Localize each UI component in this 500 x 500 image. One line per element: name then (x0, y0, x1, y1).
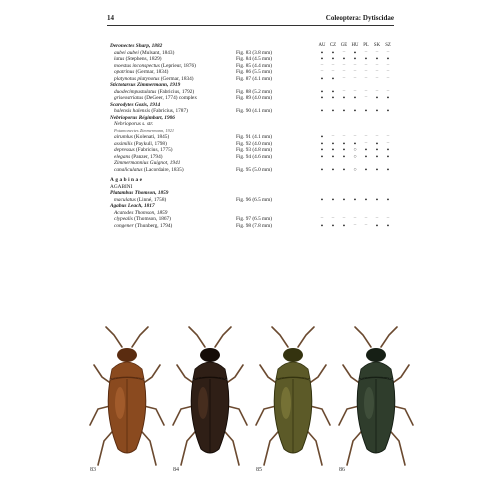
absent-dash: – (375, 62, 379, 68)
figure-reference: Fig. 88 (5.2 mm) (236, 88, 273, 95)
absent-dash: – (375, 88, 379, 94)
scientific-name: maculatus (114, 196, 136, 203)
beetle-illustration (86, 325, 168, 475)
absent-dash: – (375, 134, 379, 139)
absent-dash: – (331, 216, 335, 221)
present-dot: • (331, 165, 335, 174)
absent-dash: – (364, 62, 368, 68)
author-citation: (Lacordaire, 1835) (142, 166, 184, 173)
beetle-head (366, 348, 386, 362)
author-citation: Gozis, 1914 (133, 101, 161, 108)
scientific-name: aubei aubei (114, 49, 139, 56)
author-citation: (Kolenati, 1845) (132, 134, 170, 140)
figure-reference: Fig. 95 (5.0 mm) (236, 166, 273, 173)
beetle-illustration (169, 325, 251, 475)
author-citation: (Leprieur, 1876) (159, 62, 196, 69)
present-dot: • (331, 74, 335, 83)
elytra-highlight (364, 387, 374, 419)
present-dot: • (320, 55, 324, 63)
scientific-name: assimilis (114, 140, 133, 147)
present-dot: • (320, 146, 324, 154)
beetle-head (200, 348, 220, 362)
uncertain-circle: ○ (353, 166, 357, 173)
author-citation: (Fabricius, 1787) (150, 108, 188, 114)
present-dot: • (386, 165, 390, 174)
figure-number: 83 (90, 467, 96, 473)
present-dot: • (375, 146, 379, 154)
absent-dash: – (342, 75, 346, 81)
beetle-illustration (252, 325, 334, 475)
author-citation: Leach, 1817 (126, 203, 155, 209)
absent-dash: – (353, 88, 357, 94)
running-title: Coleoptera: Dytiscidae (325, 14, 394, 22)
scientific-name: Nebrioporus (110, 114, 138, 121)
figure-reference: Fig. 98 (7.8 mm) (236, 222, 273, 229)
absent-dash: – (364, 140, 368, 146)
absent-dash: – (342, 216, 346, 221)
author-citation: (Fabricius, 1775) (134, 147, 173, 153)
absent-dash: – (364, 95, 368, 100)
author-citation: Régimbart, 1906 (137, 114, 175, 121)
present-dot: • (353, 195, 357, 204)
beetle-pronotum (110, 362, 144, 379)
absent-dash: – (386, 62, 390, 68)
scientific-name: Agabinae (110, 177, 144, 183)
present-dot: • (375, 165, 379, 174)
present-dot: • (342, 152, 346, 161)
scientific-name: Nebrioporus (114, 121, 141, 127)
beetle-plate (86, 325, 416, 475)
figure-number: 84 (173, 467, 179, 473)
present-dot: • (342, 139, 346, 148)
figure-reference: Fig. 93 (4.8 mm) (236, 147, 273, 153)
figure-reference: Fig. 97 (6.5 mm) (236, 216, 273, 222)
header-rule (107, 25, 394, 26)
taxon-row (110, 223, 394, 230)
author-citation: Zimmermann, 1919 (135, 82, 181, 88)
absent-dash: – (386, 75, 390, 81)
scientific-name: depressus (114, 147, 135, 153)
author-citation: s. str. (140, 121, 154, 127)
author-citation: Guignot, 1941 (148, 160, 181, 166)
author-citation: (DeGeer, 1774) complex (143, 95, 198, 101)
scientific-name: Stictotarsus (110, 82, 136, 88)
present-dot: • (386, 195, 390, 204)
present-dot: • (375, 55, 379, 63)
scientific-name: griseostriatus (114, 95, 144, 101)
present-dot: • (320, 165, 324, 174)
elytra-highlight (198, 387, 208, 419)
beetle-figure (335, 325, 417, 475)
beetle-figure (252, 325, 334, 475)
elytra-highlight (115, 387, 125, 419)
scientific-name: congener (114, 222, 134, 229)
absent-dash: – (320, 216, 324, 221)
scientific-name: clypealis (114, 216, 133, 222)
beetle-head (117, 348, 137, 362)
present-dot: • (375, 152, 379, 161)
scientific-name: Zimmermannius (114, 160, 149, 166)
figure-reference: Fig. 96 (6.5 mm) (236, 196, 273, 203)
present-dot: • (320, 107, 324, 115)
uncertain-circle: ○ (353, 147, 357, 153)
author-citation: Thomson, 1859 (133, 209, 168, 216)
scientific-name: Deronectes (110, 43, 135, 49)
present-dot: • (320, 48, 324, 57)
present-dot: • (386, 146, 390, 154)
figure-reference: Fig. 92 (4.0 mm) (236, 140, 273, 147)
page-number: 14 (107, 14, 114, 22)
absent-dash: – (364, 88, 368, 94)
absent-dash: – (342, 49, 346, 55)
present-dot: • (353, 55, 357, 63)
beetle-figure (86, 325, 168, 475)
present-dot: • (375, 221, 379, 230)
uncertain-circle: ○ (353, 153, 357, 160)
absent-dash: – (331, 62, 335, 68)
author-citation: (Panzer, 1794) (130, 153, 163, 160)
absent-dash: – (364, 69, 368, 74)
author-citation: (Fabricius, 1792) (156, 88, 195, 95)
author-citation: (Linné, 1758) (135, 196, 167, 203)
author-citation: (Stephens, 1829) (124, 56, 162, 62)
column-header-sz: SZ (385, 43, 391, 48)
present-dot: • (342, 107, 346, 115)
leg (189, 327, 205, 347)
absent-dash: – (364, 222, 368, 228)
absent-dash: – (386, 88, 390, 94)
distribution-marks (317, 223, 395, 230)
beetle-head (283, 348, 303, 362)
leg (355, 327, 371, 347)
present-dot: • (320, 74, 324, 83)
present-dot: • (364, 107, 368, 115)
scientific-name: canaliculatus (114, 166, 143, 173)
scientific-name: duodecimpustulatus (114, 88, 157, 95)
column-header-pl: PL (363, 43, 369, 48)
present-dot: • (375, 94, 379, 102)
present-dot: • (375, 195, 379, 204)
absent-dash: – (342, 69, 346, 74)
absent-dash: – (353, 75, 357, 81)
absent-dash: – (386, 216, 390, 221)
scientific-name: platynotus platynotus (114, 75, 160, 82)
scientific-name: Acatodes (114, 209, 134, 216)
absent-dash: – (320, 69, 324, 74)
present-dot: • (364, 55, 368, 63)
figure-number: 86 (339, 467, 345, 473)
author-citation: Sharp, 1882 (134, 43, 163, 49)
present-dot: • (375, 107, 379, 115)
present-dot: • (342, 195, 346, 204)
author-citation: (Mulsant, 1843) (138, 49, 175, 56)
author-citation: (Paykull, 1798) (132, 140, 167, 147)
present-dot: • (331, 152, 335, 161)
beetle-figure (169, 325, 251, 475)
absent-dash: – (353, 134, 357, 139)
present-dot: • (320, 133, 324, 141)
present-dot: • (386, 221, 390, 230)
absent-dash: – (331, 69, 335, 74)
leg (132, 327, 148, 347)
absent-dash: – (353, 69, 357, 74)
column-header-hu: HU (351, 43, 359, 48)
absent-dash: – (375, 69, 379, 74)
absent-dash: – (375, 216, 379, 221)
column-header-cz: CZ (329, 43, 337, 48)
leg (381, 327, 397, 347)
beetle-pronotum (359, 362, 393, 379)
present-dot: • (320, 195, 324, 204)
present-dot: • (320, 87, 324, 96)
present-dot: • (386, 94, 390, 102)
scientific-name: airumlus (114, 134, 133, 140)
present-dot: • (342, 55, 346, 63)
present-dot: • (386, 152, 390, 161)
present-dot: • (331, 221, 335, 230)
present-dot: • (342, 221, 346, 230)
absent-dash: – (386, 134, 390, 139)
scientific-name: moestus inconspectus (114, 62, 160, 69)
present-dot: • (353, 48, 357, 57)
present-dot: • (320, 139, 324, 148)
present-dot: • (364, 165, 368, 174)
beetle-illustration (335, 325, 417, 475)
beetle-pronotum (276, 362, 310, 379)
author-citation: Zimmermann, 1921 (138, 127, 175, 133)
present-dot: • (331, 195, 335, 204)
present-dot: • (342, 146, 346, 154)
present-dot: • (320, 94, 324, 102)
present-dot: • (364, 152, 368, 161)
column-header-ge: GE (340, 43, 348, 48)
author-citation: (Germar, 1834) (159, 75, 194, 82)
absent-dash: – (364, 134, 368, 139)
figure-reference: Fig. 86 (5.5 mm) (236, 69, 273, 75)
scientific-name: Potamonectes (114, 127, 139, 133)
scientific-name: AGABINI (110, 183, 133, 190)
present-dot: • (320, 221, 324, 230)
present-dot: • (353, 139, 357, 148)
absent-dash: – (375, 49, 379, 55)
scientific-name: opatrinus (114, 69, 135, 75)
scientific-name: Agabus (110, 203, 127, 209)
scientific-name: elegans (114, 153, 131, 160)
present-dot: • (353, 107, 357, 115)
figure-reference: Fig. 90 (4.1 mm) (236, 108, 273, 114)
figure-reference: Fig. 84 (4.5 mm) (236, 56, 273, 62)
column-header-sk: SK (373, 43, 381, 48)
absent-dash: – (386, 69, 390, 74)
leg (106, 327, 122, 347)
column-header-au: AU (318, 43, 326, 48)
absent-dash: – (375, 75, 379, 81)
figure-reference: Fig. 89 (4.0 mm) (236, 95, 273, 101)
present-dot: • (342, 94, 346, 102)
figure-reference: Fig. 91 (4.1 mm) (236, 134, 273, 140)
present-dot: • (331, 55, 335, 63)
figure-number: 85 (256, 467, 262, 473)
present-dot: • (331, 107, 335, 115)
present-dot: • (331, 146, 335, 154)
scientific-name: halensis halensis (114, 108, 151, 114)
author-citation: (Thunberg, 1794) (133, 222, 173, 229)
figure-reference: Fig. 94 (4.6 mm) (236, 153, 273, 160)
present-dot: • (375, 139, 379, 148)
absent-dash: – (320, 62, 324, 68)
present-dot: • (364, 195, 368, 204)
species-list (110, 43, 394, 229)
figure-reference: Fig. 85 (4.4 mm) (236, 62, 273, 69)
present-dot: • (353, 94, 357, 102)
absent-dash: – (386, 140, 390, 146)
leg (215, 327, 231, 347)
leg (298, 327, 314, 347)
present-dot: • (331, 139, 335, 148)
absent-dash: – (342, 88, 346, 94)
present-dot: • (331, 94, 335, 102)
absent-dash: – (353, 216, 357, 221)
scientific-name: Platambus (110, 190, 134, 196)
taxon-name (114, 223, 172, 230)
absent-dash: – (364, 75, 368, 81)
absent-dash: – (386, 49, 390, 55)
present-dot: • (331, 48, 335, 57)
absent-dash: – (364, 49, 368, 55)
present-dot: • (342, 165, 346, 174)
absent-dash: – (342, 134, 346, 139)
author-citation: (Germar, 1834) (134, 69, 169, 75)
figure-reference: Fig. 83 (3.8 mm) (236, 49, 273, 56)
scientific-name: Scarodytes (110, 101, 134, 108)
present-dot: • (386, 55, 390, 63)
absent-dash: – (331, 134, 335, 139)
absent-dash: – (364, 216, 368, 221)
author-citation: Thomson, 1859 (133, 190, 169, 196)
elytra-highlight (281, 387, 291, 419)
absent-dash: – (342, 62, 346, 68)
beetle-pronotum (193, 362, 227, 379)
present-dot: • (331, 87, 335, 96)
author-citation: (Thomson, 1867) (132, 216, 171, 222)
absent-dash: – (353, 222, 357, 228)
present-dot: • (320, 152, 324, 161)
figure-reference: Fig. 87 (4.1 mm) (236, 75, 273, 82)
scientific-name: latus (114, 56, 125, 62)
absent-dash: – (353, 62, 357, 68)
present-dot: • (364, 146, 368, 154)
leg (272, 327, 288, 347)
present-dot: • (386, 107, 390, 115)
